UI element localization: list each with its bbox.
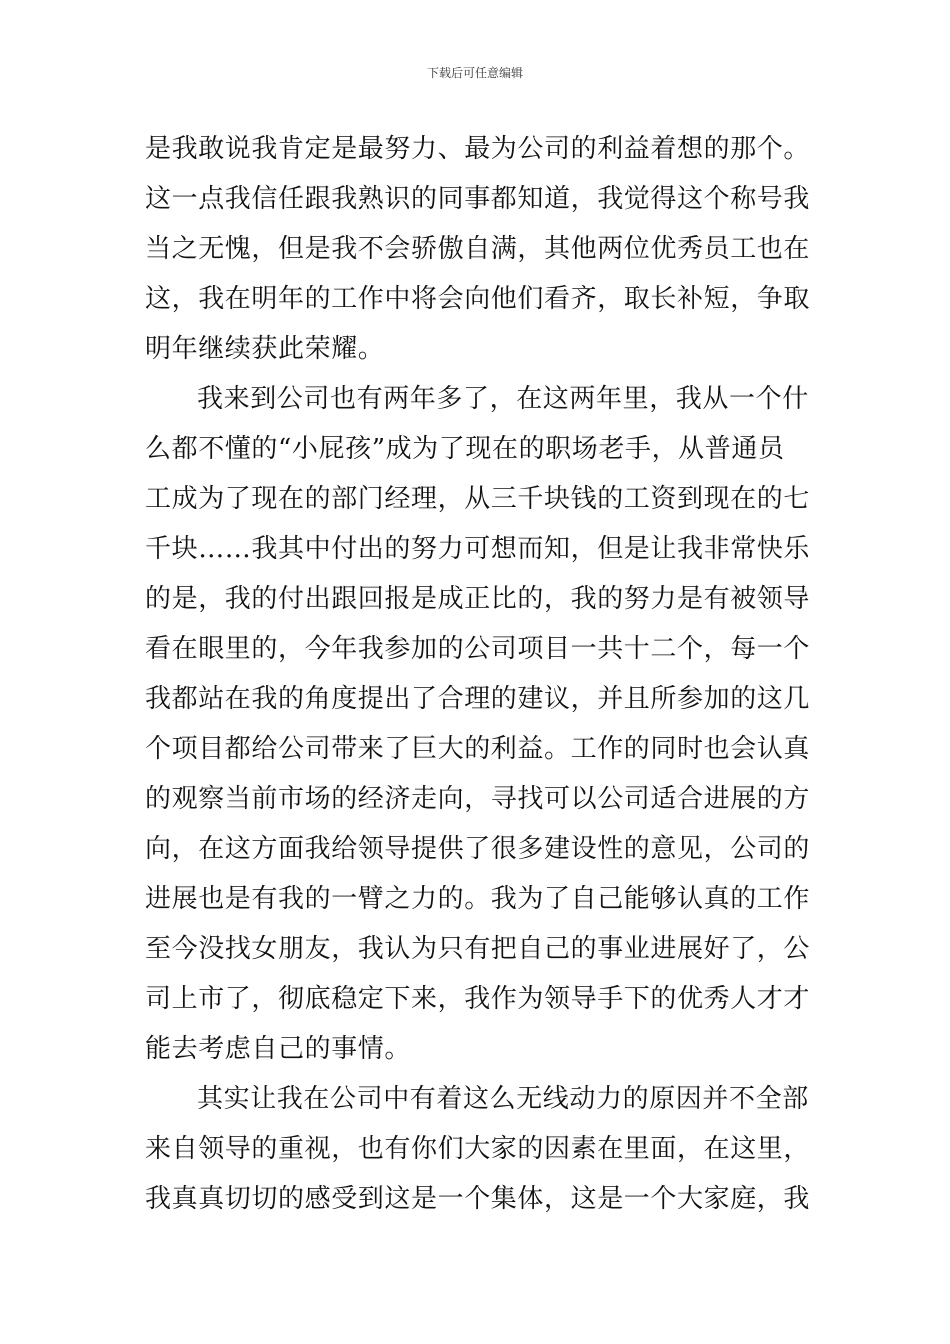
- text-line: 这一点我信任跟我熟识的同事都知道，我觉得这个称号我: [145, 184, 811, 214]
- page-header-note: 下载后可任意编辑: [426, 66, 523, 80]
- text-line: 司上市了，彻底稳定下来，我作为领导手下的优秀人才才: [145, 984, 811, 1014]
- text-line: 的观察当前市场的经济走向，寻找可以公司适合进展的方: [145, 784, 811, 814]
- text-line: 明年继续获此荣耀。: [145, 334, 385, 364]
- text-line: 至今没找女朋友，我认为只有把自己的事业进展好了，公: [145, 934, 811, 964]
- text-line: 我都站在我的角度提出了合理的建议，并且所参加的这几: [145, 684, 811, 714]
- text-line: 来自领导的重视，也有你们大家的因素在里面，在这里，: [145, 1134, 811, 1164]
- paragraph-first-line: 其实让我在公司中有着这么无线动力的原因并不全部: [197, 1084, 809, 1114]
- text-line: 能去考虑自己的事情。: [145, 1034, 412, 1064]
- text-line: 当之无愧，但是我不会骄傲自满，其他两位优秀员工也在: [145, 234, 811, 264]
- text-line: 进展也是有我的一臂之力的。我为了自己能够认真的工作: [145, 884, 811, 914]
- text-line: 千块……我其中付出的努力可想而知，但是让我非常快乐: [145, 534, 811, 564]
- text-line: 我真真切切的感受到这是一个集体，这是一个大家庭，我: [145, 1184, 811, 1214]
- text-line: 是我敢说我肯定是最努力、最为公司的利益着想的那个。: [145, 134, 811, 164]
- text-line: 个项目都给公司带来了巨大的利益。工作的同时也会认真: [145, 734, 811, 764]
- text-line: 的是，我的付出跟回报是成正比的，我的努力是有被领导: [145, 584, 811, 614]
- text-line: 么都不懂的“小屁孩”成为了现在的职场老手，从普通员: [145, 434, 785, 464]
- text-line: 工成为了现在的部门经理，从三千块钱的工资到现在的七: [145, 484, 811, 514]
- text-line: 向，在这方面我给领导提供了很多建设性的意见，公司的: [145, 834, 811, 864]
- paragraph-first-line: 我来到公司也有两年多了，在这两年里，我从一个什: [197, 384, 809, 414]
- text-line: 看在眼里的，今年我参加的公司项目一共十二个，每一个: [145, 634, 811, 664]
- text-line: 这，我在明年的工作中将会向他们看齐，取长补短，争取: [145, 284, 811, 314]
- document-body: [145, 124, 811, 1224]
